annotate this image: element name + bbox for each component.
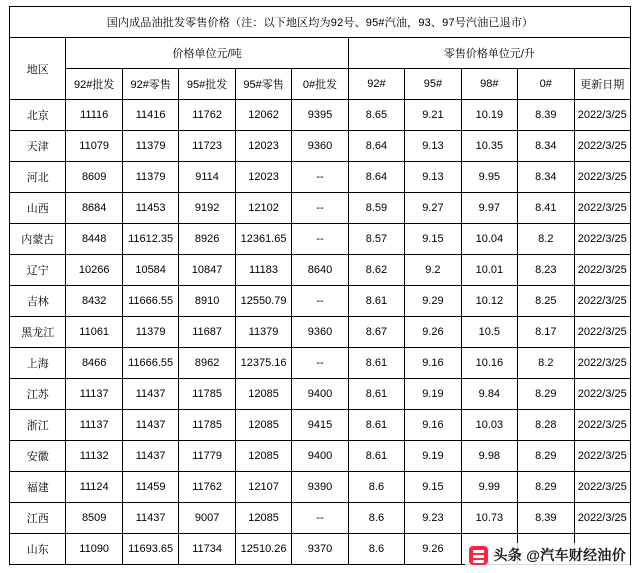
cell-r92: 11437 bbox=[122, 441, 178, 472]
group-header-retail: 零售价格单位元/升 bbox=[348, 38, 630, 69]
cell-p95: 9.16 bbox=[405, 410, 461, 441]
price-table-page bbox=[0, 6, 640, 573]
region-name: 浙江 bbox=[10, 410, 66, 441]
region-name: 吉林 bbox=[10, 286, 66, 317]
region-name: 辽宁 bbox=[10, 255, 66, 286]
cell-w92: 8432 bbox=[66, 286, 122, 317]
cell-p92: 8.6 bbox=[348, 503, 404, 534]
cell-w92: 11079 bbox=[66, 131, 122, 162]
watermark-text: 头条 @汽车财经油价 bbox=[493, 547, 626, 563]
table-row bbox=[10, 162, 631, 193]
cell-p0: 8.41 bbox=[518, 193, 574, 224]
cell-w0: -- bbox=[292, 193, 348, 224]
cell-r95: 12510.26 bbox=[235, 534, 291, 565]
cell-date: 2022/3/25 bbox=[574, 503, 630, 534]
cell-date: 2022/3/25 bbox=[574, 193, 630, 224]
cell-date: 2022/3/25 bbox=[574, 379, 630, 410]
cell-p92: 8.64 bbox=[348, 131, 404, 162]
table-row bbox=[10, 193, 631, 224]
table-row bbox=[10, 348, 631, 379]
cell-r95: 12085 bbox=[235, 410, 291, 441]
table-row bbox=[10, 410, 631, 441]
cell-w0: -- bbox=[292, 348, 348, 379]
cell-w0: 9400 bbox=[292, 379, 348, 410]
cell-r95: 12062 bbox=[235, 100, 291, 131]
cell-r95: 12550.79 bbox=[235, 286, 291, 317]
cell-p92: 8.61 bbox=[348, 410, 404, 441]
cell-w95: 10847 bbox=[179, 255, 235, 286]
cell-r92: 11612.35 bbox=[122, 224, 178, 255]
cell-r92: 11379 bbox=[122, 317, 178, 348]
cell-w95: 9007 bbox=[179, 503, 235, 534]
cell-p0: 8.39 bbox=[518, 100, 574, 131]
table-row bbox=[10, 224, 631, 255]
cell-p92: 8.6 bbox=[348, 534, 404, 565]
cell-p0: 8.29 bbox=[518, 379, 574, 410]
cell-p95: 9.19 bbox=[405, 441, 461, 472]
cell-p98: 9.98 bbox=[461, 441, 517, 472]
column-header-p98: 98# bbox=[461, 69, 517, 100]
cell-p92: 8.57 bbox=[348, 224, 404, 255]
table-row bbox=[10, 255, 631, 286]
title-row bbox=[10, 7, 631, 38]
cell-p92: 8.59 bbox=[348, 193, 404, 224]
cell-r92: 11459 bbox=[122, 472, 178, 503]
cell-date: 2022/3/25 bbox=[574, 162, 630, 193]
table-row bbox=[10, 131, 631, 162]
cell-w92: 11137 bbox=[66, 379, 122, 410]
cell-p95: 9.19 bbox=[405, 379, 461, 410]
cell-r95: 12023 bbox=[235, 162, 291, 193]
group-header-row bbox=[10, 38, 631, 69]
column-header-date: 更新日期 bbox=[574, 69, 630, 100]
cell-p98: 10.73 bbox=[461, 503, 517, 534]
cell-p98: 10.16 bbox=[461, 348, 517, 379]
cell-date: 2022/3/25 bbox=[574, 286, 630, 317]
cell-w0: 9415 bbox=[292, 410, 348, 441]
cell-p98: 10.04 bbox=[461, 224, 517, 255]
cell-r92: 11437 bbox=[122, 379, 178, 410]
cell-date: 2022/3/25 bbox=[574, 348, 630, 379]
cell-r92: 11379 bbox=[122, 131, 178, 162]
cell-r92: 11453 bbox=[122, 193, 178, 224]
column-header-r95: 95#零售 bbox=[235, 69, 291, 100]
region-name: 上海 bbox=[10, 348, 66, 379]
region-name: 内蒙古 bbox=[10, 224, 66, 255]
cell-p92: 8.61 bbox=[348, 441, 404, 472]
table-body bbox=[10, 7, 631, 565]
cell-p98: 10.12 bbox=[461, 286, 517, 317]
cell-p92: 8.61 bbox=[348, 379, 404, 410]
cell-r95: 11379 bbox=[235, 317, 291, 348]
toutiao-logo-icon bbox=[469, 546, 488, 565]
cell-r95: 12102 bbox=[235, 193, 291, 224]
cell-p0: 8.25 bbox=[518, 286, 574, 317]
cell-p95: 9.2 bbox=[405, 255, 461, 286]
cell-p98: 9.84 bbox=[461, 379, 517, 410]
cell-w0: -- bbox=[292, 503, 348, 534]
cell-w0: -- bbox=[292, 162, 348, 193]
region-name: 黑龙江 bbox=[10, 317, 66, 348]
cell-w92: 11137 bbox=[66, 410, 122, 441]
table-row bbox=[10, 317, 631, 348]
cell-w92: 11061 bbox=[66, 317, 122, 348]
cell-p98: 9.97 bbox=[461, 193, 517, 224]
cell-p92: 8.67 bbox=[348, 317, 404, 348]
cell-w95: 8926 bbox=[179, 224, 235, 255]
group-header-wholesale: 价格单位元/吨 bbox=[66, 38, 348, 69]
cell-p0: 8.29 bbox=[518, 441, 574, 472]
cell-p98: 10.35 bbox=[461, 131, 517, 162]
cell-p95: 9.15 bbox=[405, 224, 461, 255]
cell-w0: 8640 bbox=[292, 255, 348, 286]
cell-r95: 12361.65 bbox=[235, 224, 291, 255]
cell-w95: 11785 bbox=[179, 410, 235, 441]
cell-w92: 8509 bbox=[66, 503, 122, 534]
cell-p0: 8.34 bbox=[518, 162, 574, 193]
cell-p0: 8.2 bbox=[518, 224, 574, 255]
cell-date: 2022/3/25 bbox=[574, 472, 630, 503]
cell-w95: 11779 bbox=[179, 441, 235, 472]
cell-p0: 8.39 bbox=[518, 503, 574, 534]
cell-r92: 10584 bbox=[122, 255, 178, 286]
cell-p95: 9.26 bbox=[405, 317, 461, 348]
cell-r92: 11666.55 bbox=[122, 348, 178, 379]
column-header-p92: 92# bbox=[348, 69, 404, 100]
cell-p0: 8.2 bbox=[518, 348, 574, 379]
cell-p95: 9.29 bbox=[405, 286, 461, 317]
region-name: 河北 bbox=[10, 162, 66, 193]
cell-date: 2022/3/25 bbox=[574, 224, 630, 255]
cell-w95: 8910 bbox=[179, 286, 235, 317]
cell-w0: 9370 bbox=[292, 534, 348, 565]
column-header-p0: 0# bbox=[518, 69, 574, 100]
cell-w0: 9390 bbox=[292, 472, 348, 503]
cell-date: 2022/3/25 bbox=[574, 255, 630, 286]
cell-w95: 11785 bbox=[179, 379, 235, 410]
cell-p98: 9.95 bbox=[461, 162, 517, 193]
cell-r95: 12085 bbox=[235, 441, 291, 472]
region-name: 天津 bbox=[10, 131, 66, 162]
table-row bbox=[10, 472, 631, 503]
cell-p95: 9.21 bbox=[405, 100, 461, 131]
region-name: 安徽 bbox=[10, 441, 66, 472]
cell-w92: 10266 bbox=[66, 255, 122, 286]
cell-p92: 8.61 bbox=[348, 286, 404, 317]
region-name: 北京 bbox=[10, 100, 66, 131]
cell-p95: 9.15 bbox=[405, 472, 461, 503]
region-name: 山东 bbox=[10, 534, 66, 565]
cell-p0: 8.28 bbox=[518, 410, 574, 441]
cell-w92: 8684 bbox=[66, 193, 122, 224]
cell-r95: 12085 bbox=[235, 379, 291, 410]
cell-w0: 9395 bbox=[292, 100, 348, 131]
cell-p0: 8.17 bbox=[518, 317, 574, 348]
cell-w0: 9360 bbox=[292, 131, 348, 162]
cell-date: 2022/3/25 bbox=[574, 410, 630, 441]
cell-w92: 8466 bbox=[66, 348, 122, 379]
cell-w92: 11116 bbox=[66, 100, 122, 131]
cell-w92: 8609 bbox=[66, 162, 122, 193]
cell-w95: 9192 bbox=[179, 193, 235, 224]
column-header-r92: 92#零售 bbox=[122, 69, 178, 100]
watermark bbox=[465, 543, 630, 567]
cell-p92: 8.6 bbox=[348, 472, 404, 503]
cell-p0: 8.29 bbox=[518, 472, 574, 503]
table-row bbox=[10, 503, 631, 534]
sub-header-row bbox=[10, 69, 631, 100]
cell-w0: 9360 bbox=[292, 317, 348, 348]
cell-p95: 9.13 bbox=[405, 131, 461, 162]
cell-date: 2022/3/25 bbox=[574, 131, 630, 162]
page-title: 国内成品油批发零售价格（注：以下地区均为92号、95#汽油，93、97号汽油已退市） bbox=[10, 7, 631, 38]
cell-r95: 12107 bbox=[235, 472, 291, 503]
cell-w95: 9114 bbox=[179, 162, 235, 193]
table-row bbox=[10, 286, 631, 317]
table-row bbox=[10, 441, 631, 472]
cell-w0: 9400 bbox=[292, 441, 348, 472]
cell-p98: 9.99 bbox=[461, 472, 517, 503]
table-row bbox=[10, 379, 631, 410]
cell-date: 2022/3/25 bbox=[574, 317, 630, 348]
cell-p98: 10.03 bbox=[461, 410, 517, 441]
cell-w92: 11090 bbox=[66, 534, 122, 565]
cell-w95: 11723 bbox=[179, 131, 235, 162]
fuel-price-table bbox=[9, 6, 631, 565]
region-name: 江西 bbox=[10, 503, 66, 534]
cell-p98: 10.5 bbox=[461, 317, 517, 348]
cell-r95: 12085 bbox=[235, 503, 291, 534]
cell-p95: 9.13 bbox=[405, 162, 461, 193]
cell-w95: 11734 bbox=[179, 534, 235, 565]
cell-w92: 11132 bbox=[66, 441, 122, 472]
cell-p0: 8.23 bbox=[518, 255, 574, 286]
cell-w95: 11762 bbox=[179, 100, 235, 131]
cell-r92: 11437 bbox=[122, 503, 178, 534]
cell-r92: 11666.55 bbox=[122, 286, 178, 317]
column-header-w92: 92#批发 bbox=[66, 69, 122, 100]
cell-w95: 11687 bbox=[179, 317, 235, 348]
cell-p92: 8.64 bbox=[348, 162, 404, 193]
cell-w92: 11124 bbox=[66, 472, 122, 503]
cell-p92: 8.62 bbox=[348, 255, 404, 286]
cell-p95: 9.26 bbox=[405, 534, 461, 565]
cell-p0: 8.34 bbox=[518, 131, 574, 162]
cell-p95: 9.16 bbox=[405, 348, 461, 379]
cell-p95: 9.27 bbox=[405, 193, 461, 224]
cell-p95: 9.23 bbox=[405, 503, 461, 534]
cell-r95: 12023 bbox=[235, 131, 291, 162]
cell-r92: 11416 bbox=[122, 100, 178, 131]
cell-p98: 10.19 bbox=[461, 100, 517, 131]
cell-date: 2022/3/25 bbox=[574, 441, 630, 472]
column-header-region: 地区 bbox=[10, 38, 66, 100]
cell-w92: 8448 bbox=[66, 224, 122, 255]
region-name: 山西 bbox=[10, 193, 66, 224]
column-header-w0: 0#批发 bbox=[292, 69, 348, 100]
cell-p92: 8.61 bbox=[348, 348, 404, 379]
cell-date: 2022/3/25 bbox=[574, 100, 630, 131]
region-name: 福建 bbox=[10, 472, 66, 503]
cell-w95: 11762 bbox=[179, 472, 235, 503]
cell-p92: 8.65 bbox=[348, 100, 404, 131]
cell-w0: -- bbox=[292, 286, 348, 317]
region-name: 江苏 bbox=[10, 379, 66, 410]
cell-w0: -- bbox=[292, 224, 348, 255]
table-row bbox=[10, 100, 631, 131]
column-header-w95: 95#批发 bbox=[179, 69, 235, 100]
column-header-p95: 95# bbox=[405, 69, 461, 100]
cell-w95: 8962 bbox=[179, 348, 235, 379]
cell-r92: 11693.65 bbox=[122, 534, 178, 565]
cell-p98: 10.01 bbox=[461, 255, 517, 286]
cell-r95: 11183 bbox=[235, 255, 291, 286]
cell-r95: 12375.16 bbox=[235, 348, 291, 379]
cell-r92: 11437 bbox=[122, 410, 178, 441]
cell-r92: 11379 bbox=[122, 162, 178, 193]
